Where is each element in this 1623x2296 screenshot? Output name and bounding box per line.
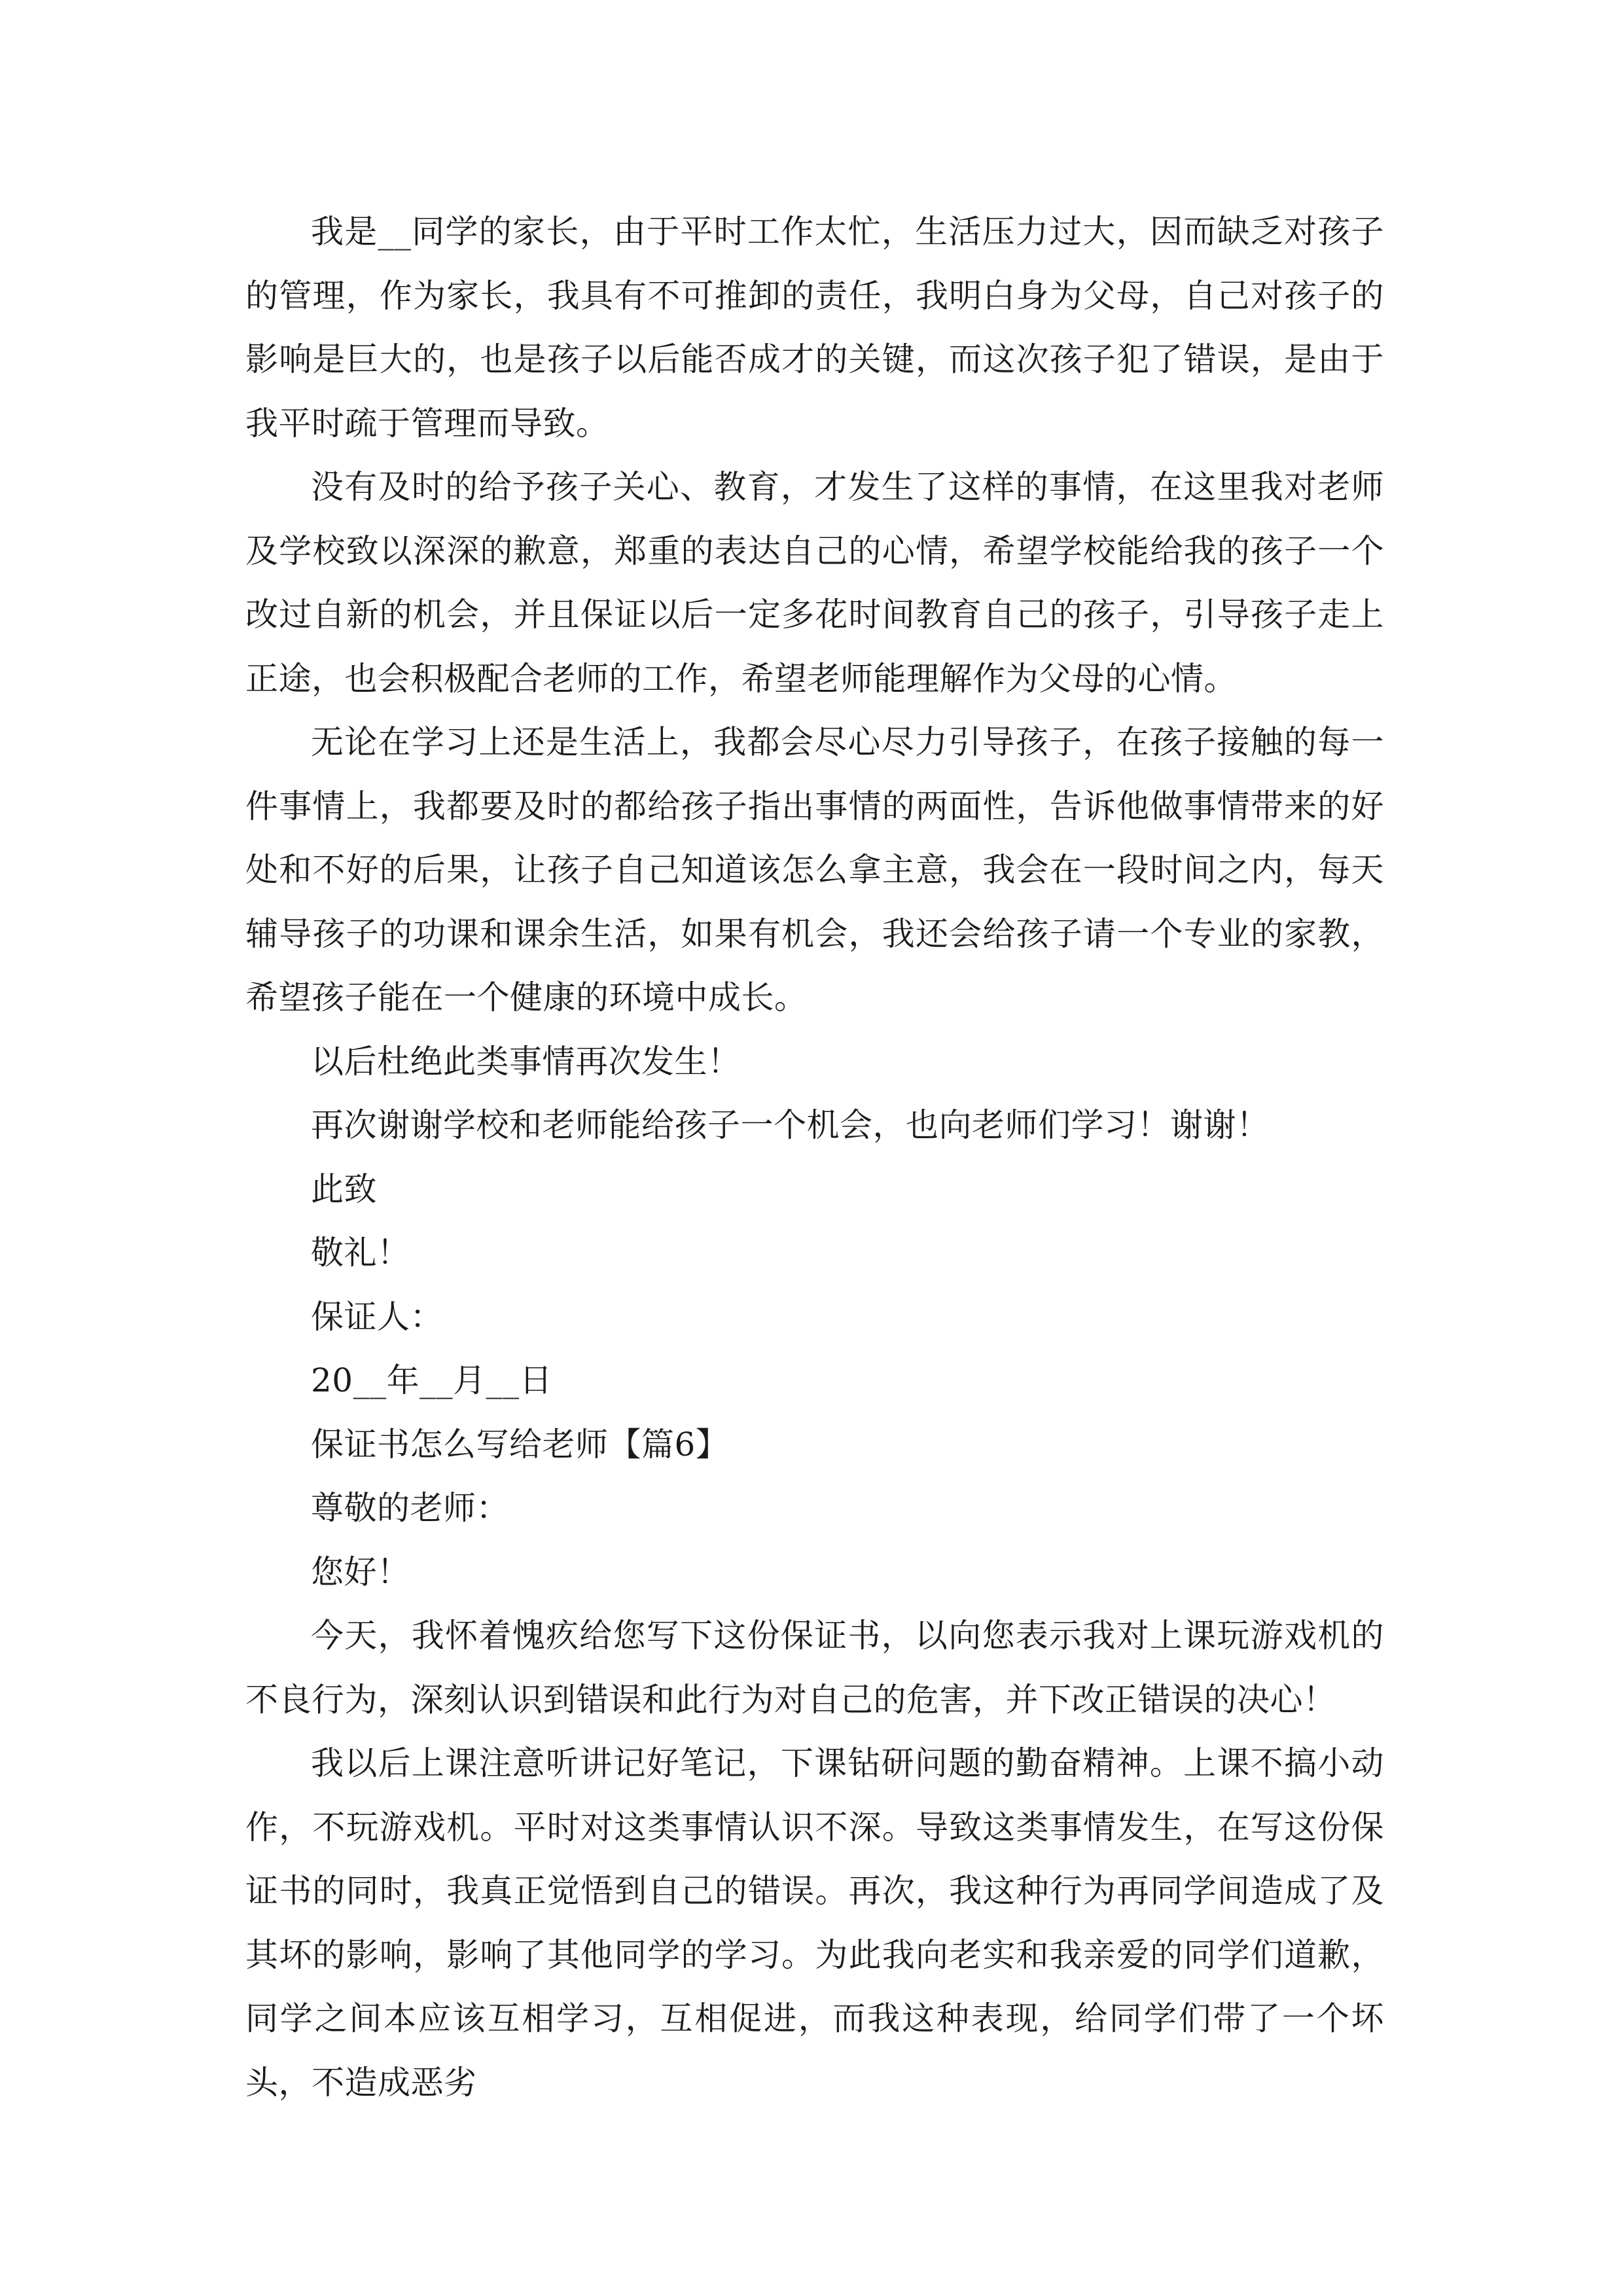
paragraph-never-again: 以后杜绝此类事情再次发生！ xyxy=(311,1042,741,1081)
section-heading: 保证书怎么写给老师【篇6】 xyxy=(311,1425,729,1463)
greeting: 您好！ xyxy=(311,1552,410,1591)
closing-ci-zhi: 此致 xyxy=(311,1170,377,1208)
guarantor-label: 保证人： xyxy=(311,1297,443,1336)
salutation: 尊敬的老师： xyxy=(311,1489,509,1527)
paragraph-guidance-promise: 无论在学习上还是生活上，我都会尽心尽力引导孩子，在孩子接触的每一件事情上，我都要及时的都给孩子指出事情的两面性，告诉他做事情带来的好处和不好的后果，让孩子自己知道该怎么拿主意，我会在一段时间之内，每天辅导孩子的功课和课余生活，如果有机会，我还会给孩子请一个专业的家教，希望孩子能在一个健康的环境中成长。 xyxy=(245,723,1384,1016)
paragraph-apology: 没有及时的给予孩子关心、教育，才发生了这样的事情，在这里我对老师及学校致以深深的歉意，郑重的表达自己的心情，希望学校能给我的孩子一个改过自新的机会，并且保证以后一定多花时间教育自己的孩子，引导孩子走上正途，也会积极配合老师的工作，希望老师能理解作为父母的心情。 xyxy=(245,468,1384,698)
paragraph-student-intro: 今天，我怀着愧疚给您写下这份保证书，以向您表示我对上课玩游戏机的不良行为，深刻认识到错误和此行为对自己的危害，并下改正错误的决心！ xyxy=(245,1617,1384,1719)
paragraph-thanks: 再次谢谢学校和老师能给孩子一个机会，也向老师们学习！谢谢！ xyxy=(311,1106,1270,1144)
paragraph-student-promise: 我以后上课注意听讲记好笔记，下课钻研问题的勤奋精神。上课不搞小动作，不玩游戏机。平时对这类事情认识不深。导致这类事情发生，在写这份保证书的同时，我真正觉悟到自己的错误。再次，我这种行为再同学间造成了及其坏的影响，影响了其他同学的学习。为此我向老实和我亲爱的同学们道歉，同学之间本应该互相学习，互相促进，而我这种表现，给同学们带了一个坏头，不造成恶劣 xyxy=(245,1744,1384,2102)
date-line: 20__年__月__日 xyxy=(311,1361,553,1399)
closing-jing-li: 敬礼！ xyxy=(311,1234,410,1272)
paragraph-parent-statement: 我是__同学的家长，由于平时工作太忙，生活压力过大，因而缺乏对孩子的管理，作为家长，我具有不可推卸的责任，我明白身为父母，自己对孩子的影响是巨大的，也是孩子以后能否成才的关键，而这次孩子犯了错误，是由于我平时疏于管理而导致。 xyxy=(245,213,1384,442)
document-body xyxy=(245,200,1384,2115)
